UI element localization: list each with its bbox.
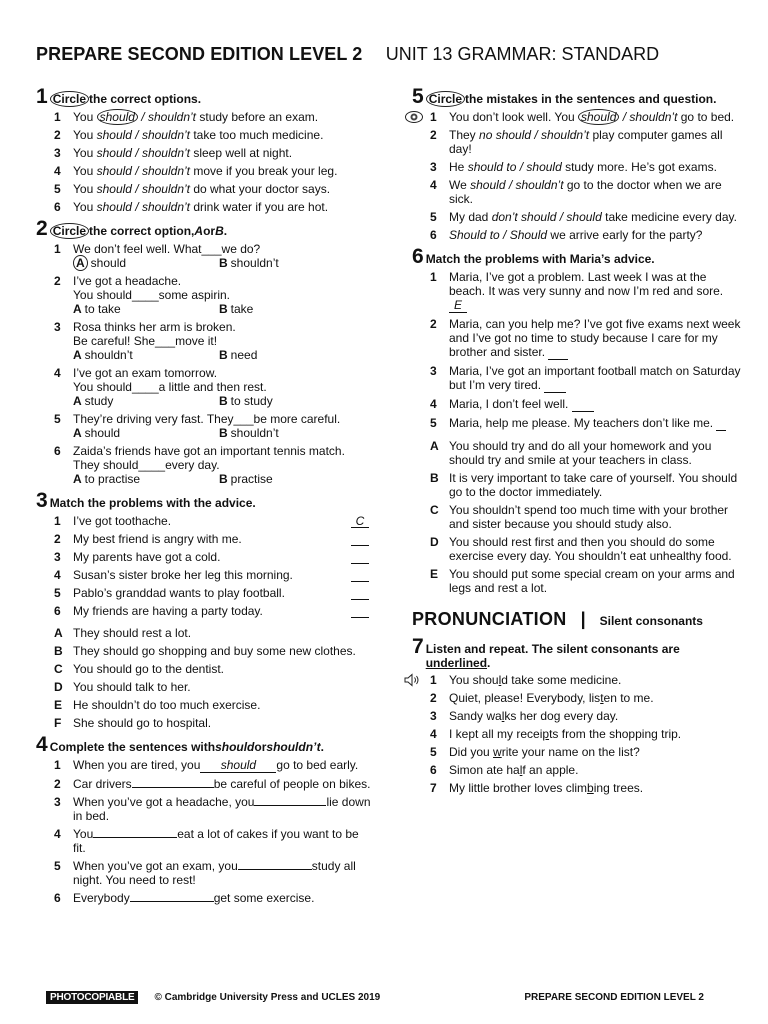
answer-blank[interactable]: C: [351, 514, 369, 528]
exercise-2-title: 2 Circle the correct option, A or B .: [36, 217, 228, 240]
list-item: A They should rest a lot.: [54, 626, 192, 640]
unit-title: UNIT 13 GRAMMAR: STANDARD: [385, 44, 660, 64]
exercise-number: 7: [412, 635, 424, 658]
answer-blank[interactable]: [351, 550, 369, 564]
question-text: I’ve got an exam tomorrow.: [73, 366, 218, 380]
item-number: 4: [54, 366, 61, 380]
item-text: You should / shouldn’t do what your doctor says.: [73, 182, 331, 196]
list-item: 6 Everybody get some exercise.: [54, 891, 315, 905]
page-header: [36, 44, 659, 65]
question-text: Zaida’s friends have got an important tennis match.: [73, 444, 345, 458]
list-item: 4 I kept all my receipts from the shopping trip.: [430, 727, 682, 741]
item-number: 3: [54, 146, 61, 160]
list-item: E You should put some special cream on your arms and legs and rest a lot.: [430, 567, 735, 595]
list-item: [54, 110, 371, 124]
exercise-number: 1: [36, 85, 48, 108]
list-item: 6 My friends are having a party today.: [54, 604, 371, 618]
item-text: You should / shouldn’t move if you break your leg.: [73, 164, 338, 178]
question-text: You should____some aspirin.: [73, 288, 231, 302]
option-a: A study: [73, 394, 114, 408]
answer-blank[interactable]: [351, 532, 369, 546]
option-a: A to take: [73, 302, 121, 316]
list-item: [54, 320, 371, 362]
question-text: You should____a little and then rest.: [73, 380, 267, 394]
circled-answer: should: [97, 109, 138, 125]
item-number: 4: [54, 164, 61, 178]
list-item: 5 My dad don’t should / should take medicine every day.: [430, 210, 737, 224]
answer-blank[interactable]: [132, 787, 214, 788]
item-text: You should / shouldn’t drink water if you are hot.: [73, 200, 329, 214]
list-item: 3 He should to / should study more. He’s got exams.: [430, 160, 717, 174]
exercise-number: 5: [412, 85, 424, 108]
list-item: 3 My parents have got a cold.: [54, 550, 371, 564]
list-item: C You shouldn’t spend too much time with your brother and sister because you should study also.: [430, 503, 729, 531]
answer-options: [73, 394, 371, 408]
exercise-5-items: [412, 110, 744, 242]
answer-blank[interactable]: [93, 837, 177, 838]
list-item: C You should go to the dentist.: [54, 662, 225, 676]
exercise-instruction: Match the problems with Maria’s advice.: [425, 252, 655, 266]
list-item: [54, 200, 371, 214]
answer-blank[interactable]: [130, 901, 214, 902]
answer-options: [73, 302, 371, 316]
answer-options: [73, 256, 371, 270]
item-number: 1: [54, 110, 61, 124]
exercise-4-items: [36, 758, 371, 905]
list-item: 6 Simon ate half an apple.: [430, 763, 579, 777]
list-item: [54, 146, 371, 160]
pronunciation-title: PRONUNCIATION: [412, 609, 567, 629]
pronunciation-subtitle: Silent consonants: [599, 614, 703, 628]
question-text: We don’t feel well. What___we do?: [73, 242, 261, 256]
exercise-4-title: 4 Complete the sentences with should or shouldn’t .: [36, 733, 324, 756]
list-item: [54, 444, 371, 486]
eye-icon: [405, 111, 423, 123]
answer-blank[interactable]: [351, 586, 369, 600]
exercise-1-title: [36, 86, 371, 107]
exercise-7-title: 7 Listen and repeat. The silent consonants are underlined.: [412, 635, 680, 670]
list-item: F She should go to hospital.: [54, 716, 212, 730]
answer-options: [73, 348, 371, 362]
answer-blank[interactable]: should: [200, 758, 276, 773]
list-item: [54, 164, 371, 178]
item-number: 2: [54, 274, 61, 288]
exercise-5-title: [412, 86, 744, 107]
list-item: 2 Maria, can you help me? I’ve got five exams next week and I’ve got no time to study because I care for my brother and sister.: [430, 317, 741, 359]
answer-blank[interactable]: [544, 378, 566, 393]
book-title: PREPARE SECOND EDITION LEVEL 2: [36, 44, 363, 64]
exercise-6-problems: [412, 270, 744, 431]
item-text: You should / shouldn’t sleep well at night.: [73, 146, 293, 160]
list-item: [54, 128, 371, 142]
item-number: 2: [54, 128, 61, 142]
page-footer: [46, 991, 704, 1004]
item-number: 6: [54, 444, 61, 458]
option-a: A shouldn’t: [73, 348, 133, 362]
exercise-number: 2: [36, 217, 48, 240]
list-item: 4 Susan’s sister broke her leg this morning.: [54, 568, 371, 582]
answer-blank[interactable]: [238, 869, 312, 870]
answer-blank[interactable]: [548, 345, 568, 360]
list-item: 3 Sandy walks her dog every day.: [430, 709, 619, 723]
exercise-3-advice: [36, 626, 371, 730]
option-b: B need: [219, 348, 258, 362]
list-item: 2 They no should / shouldn’t play computer games all day!: [430, 128, 723, 156]
exercise-instruction: the mistakes in the sentences and question.: [465, 92, 717, 106]
answer-blank[interactable]: [351, 604, 369, 618]
exercise-number: 6: [412, 245, 424, 268]
answer-blank[interactable]: [716, 416, 726, 431]
option-b: B take: [219, 302, 254, 316]
list-item: 2 Car drivers be careful of people on bikes.: [54, 777, 371, 791]
circle-word: Circle: [50, 223, 89, 239]
circle-word: Circle: [50, 91, 89, 107]
copyright-text: © Cambridge University Press and UCLES 2019: [154, 992, 381, 1003]
item-number: 5: [54, 412, 61, 426]
answer-blank[interactable]: E: [449, 298, 467, 313]
option-b: B practise: [219, 472, 273, 486]
option-b: B shouldn’t: [219, 426, 279, 440]
list-item: [54, 412, 371, 440]
list-item: 4 We should / shouldn’t go to the doctor when we are sick.: [430, 178, 722, 206]
exercise-instruction: Match the problems with the advice.: [49, 496, 256, 510]
pronunciation-heading: [412, 609, 744, 630]
exercise-instruction: the correct options.: [89, 92, 202, 106]
answer-blank[interactable]: [254, 805, 326, 806]
list-item: 3 When you’ve got a headache, you lie down in bed.: [54, 795, 371, 823]
list-item: 2 Quiet, please! Everybody, listen to me.: [430, 691, 654, 705]
option-a: A should: [73, 426, 121, 440]
exercise-3-title: [36, 490, 371, 511]
circled-mistake: should: [578, 109, 619, 125]
item-number: 1: [54, 242, 61, 256]
answer-blank[interactable]: [351, 568, 369, 582]
question-text: I’ve got a headache.: [73, 274, 182, 288]
exercise-3-problems: [36, 514, 371, 618]
item-number: 5: [54, 182, 61, 196]
list-item: 6 Should to / Should we arrive early for the party?: [430, 228, 703, 242]
option-b: B shouldn’t: [219, 256, 279, 270]
photocopiable-badge: PHOTOCOPIABLE: [46, 991, 138, 1004]
answer-options: [73, 472, 371, 486]
answer-blank[interactable]: [572, 397, 594, 412]
circle-word: Circle: [426, 91, 465, 107]
list-item: 4 You eat a lot of cakes if you want to be fit.: [54, 827, 359, 855]
speaker-icon[interactable]: [404, 673, 422, 687]
list-item: 1 I’ve got toothache. C: [54, 514, 371, 528]
list-item: 1 You should take some medicine.: [430, 673, 744, 687]
question-text: They’re driving very fast. They___be more careful.: [73, 412, 341, 426]
divider: |: [580, 609, 586, 629]
list-item: [54, 366, 371, 408]
option-b: B to study: [219, 394, 273, 408]
list-item: B It is very important to take care of yourself. You should go to the doctor immediately.: [430, 471, 738, 499]
exercise-1-items: [36, 110, 371, 214]
list-item: 5 Did you write your name on the list?: [430, 745, 640, 759]
list-item: E He shouldn’t do too much exercise.: [54, 698, 261, 712]
question-text: Be careful! She___move it!: [73, 334, 218, 348]
list-item: [54, 242, 371, 270]
list-item: 5 When you’ve got an exam, you study all night. You need to rest!: [54, 859, 356, 887]
list-item: 5 Maria, help me please. My teachers don’t like me.: [430, 416, 744, 431]
list-item: 7 My little brother loves climbing trees.: [430, 781, 644, 795]
exercise-2-items: [36, 242, 371, 486]
exercise-number: 3: [36, 489, 48, 512]
list-item: D You should talk to her.: [54, 680, 191, 694]
exercise-6-advice: [412, 439, 744, 595]
list-item: [54, 274, 371, 316]
item-text: You should / shouldn’t study before an exam.: [73, 110, 319, 124]
left-column: [36, 82, 371, 909]
list-item: 5 Pablo’s granddad wants to play football.: [54, 586, 371, 600]
list-item: [54, 182, 371, 196]
list-item: 3 Maria, I’ve got an important football match on Saturday but I’m very tired.: [430, 364, 741, 392]
item-number: 3: [54, 320, 61, 334]
footer-book-title: PREPARE SECOND EDITION LEVEL 2: [524, 992, 704, 1003]
exercise-7-items: [412, 673, 744, 795]
list-item: 4 Maria, I don’t feel well.: [430, 397, 744, 412]
answer-options: [73, 426, 371, 440]
option-a: A to practise: [73, 472, 141, 486]
list-item: 1 Maria, I’ve got a problem. Last week I was at the beach. It was very sunny and now I’m red and sore. E: [430, 270, 724, 312]
list-item: D You should rest first and then you should do some exercise every day. You shouldn’t eat unhealthy food.: [430, 535, 732, 563]
item-number: 6: [54, 200, 61, 214]
list-item: A You should try and do all your homework and you should try and smile at your teachers in class.: [430, 439, 712, 467]
exercise-6-title: [412, 246, 744, 267]
item-text: You should / shouldn’t take too much medicine.: [73, 128, 324, 142]
question-text: They should____every day.: [73, 458, 220, 472]
list-item: B They should go shopping and buy some new clothes.: [54, 644, 356, 658]
exercise-number: 4: [36, 733, 48, 756]
question-text: Rosa thinks her arm is broken.: [73, 320, 236, 334]
option-a: A should: [73, 256, 219, 270]
list-item: 1 You don’t look well. You should / shouldn’t go to bed.: [430, 110, 744, 124]
list-item: 2 My best friend is angry with me.: [54, 532, 371, 546]
right-column: [412, 82, 744, 799]
list-item: 1 When you are tired, you should go to bed early.: [54, 758, 359, 772]
